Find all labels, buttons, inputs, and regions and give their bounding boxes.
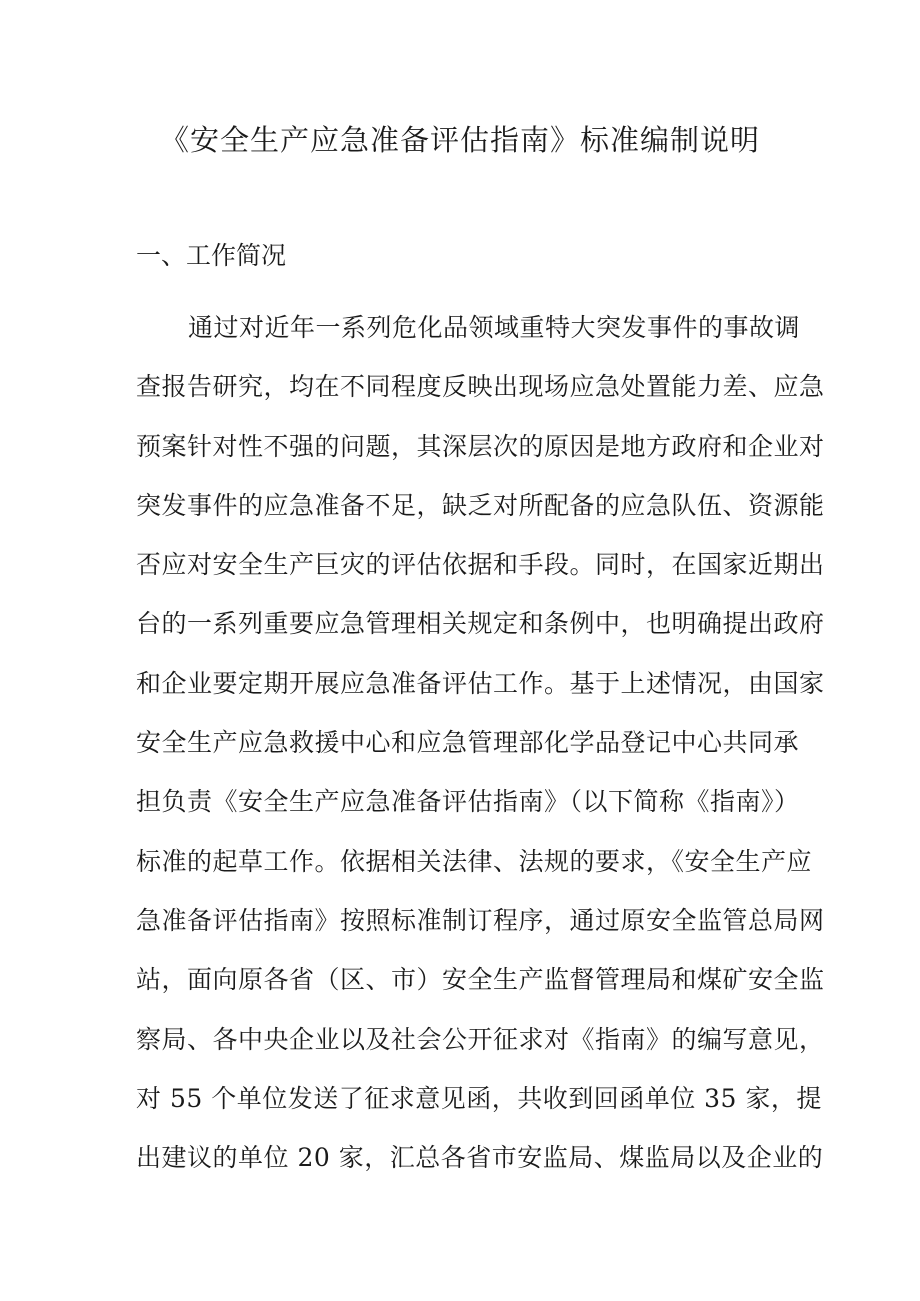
paragraph-line: 否应对安全生产巨灾的评估依据和手段。同时，在国家近期出 bbox=[136, 550, 825, 580]
paragraph-line: 出建议的单位 20 家，汇总各省市安监局、煤监局以及企业的 bbox=[136, 1143, 824, 1173]
paragraph-line: 站，面向原各省（区、市）安全生产监督管理局和煤矿安全监 bbox=[136, 965, 825, 995]
paragraph bbox=[136, 298, 825, 1187]
paragraph-line: 急准备评估指南》按照标准制订程序，通过原安全监管总局网 bbox=[136, 905, 825, 935]
section-heading: 一、工作简况 bbox=[136, 241, 287, 270]
paragraph-line: 标准的起草工作。依据相关法律、法规的要求，《安全生产应 bbox=[136, 846, 813, 876]
paragraph-line: 察局、各中央企业以及社会公开征求对《指南》的编写意见， bbox=[136, 1024, 825, 1054]
document-title: 《安全生产应急准备评估指南》标准编制说明 bbox=[159, 123, 760, 157]
paragraph-line: 对 55 个单位发送了征求意见函，共收到回函单位 35 家，提 bbox=[136, 1083, 822, 1113]
paragraph-line: 通过对近年一系列危化品领域重特大突发事件的事故调 bbox=[188, 313, 801, 342]
paragraph-line: 和企业要定期开展应急准备评估工作。基于上述情况，由国家 bbox=[136, 668, 825, 698]
paragraph-line: 台的一系列重要应急管理相关规定和条例中，也明确提出政府 bbox=[136, 609, 825, 639]
paragraph-line: 突发事件的应急准备不足，缺乏对所配备的应急队伍、资源能 bbox=[136, 490, 825, 520]
paragraph-line: 查报告研究，均在不同程度反映出现场应急处置能力差、应急 bbox=[136, 372, 825, 402]
paragraph-line: 安全生产应急救援中心和应急管理部化学品登记中心共同承 bbox=[136, 728, 800, 758]
paragraph-line: 预案针对性不强的问题，其深层次的原因是地方政府和企业对 bbox=[136, 431, 825, 461]
paragraph-line: 担负责《安全生产应急准备评估指南》（以下简称《指南》） bbox=[136, 787, 800, 817]
